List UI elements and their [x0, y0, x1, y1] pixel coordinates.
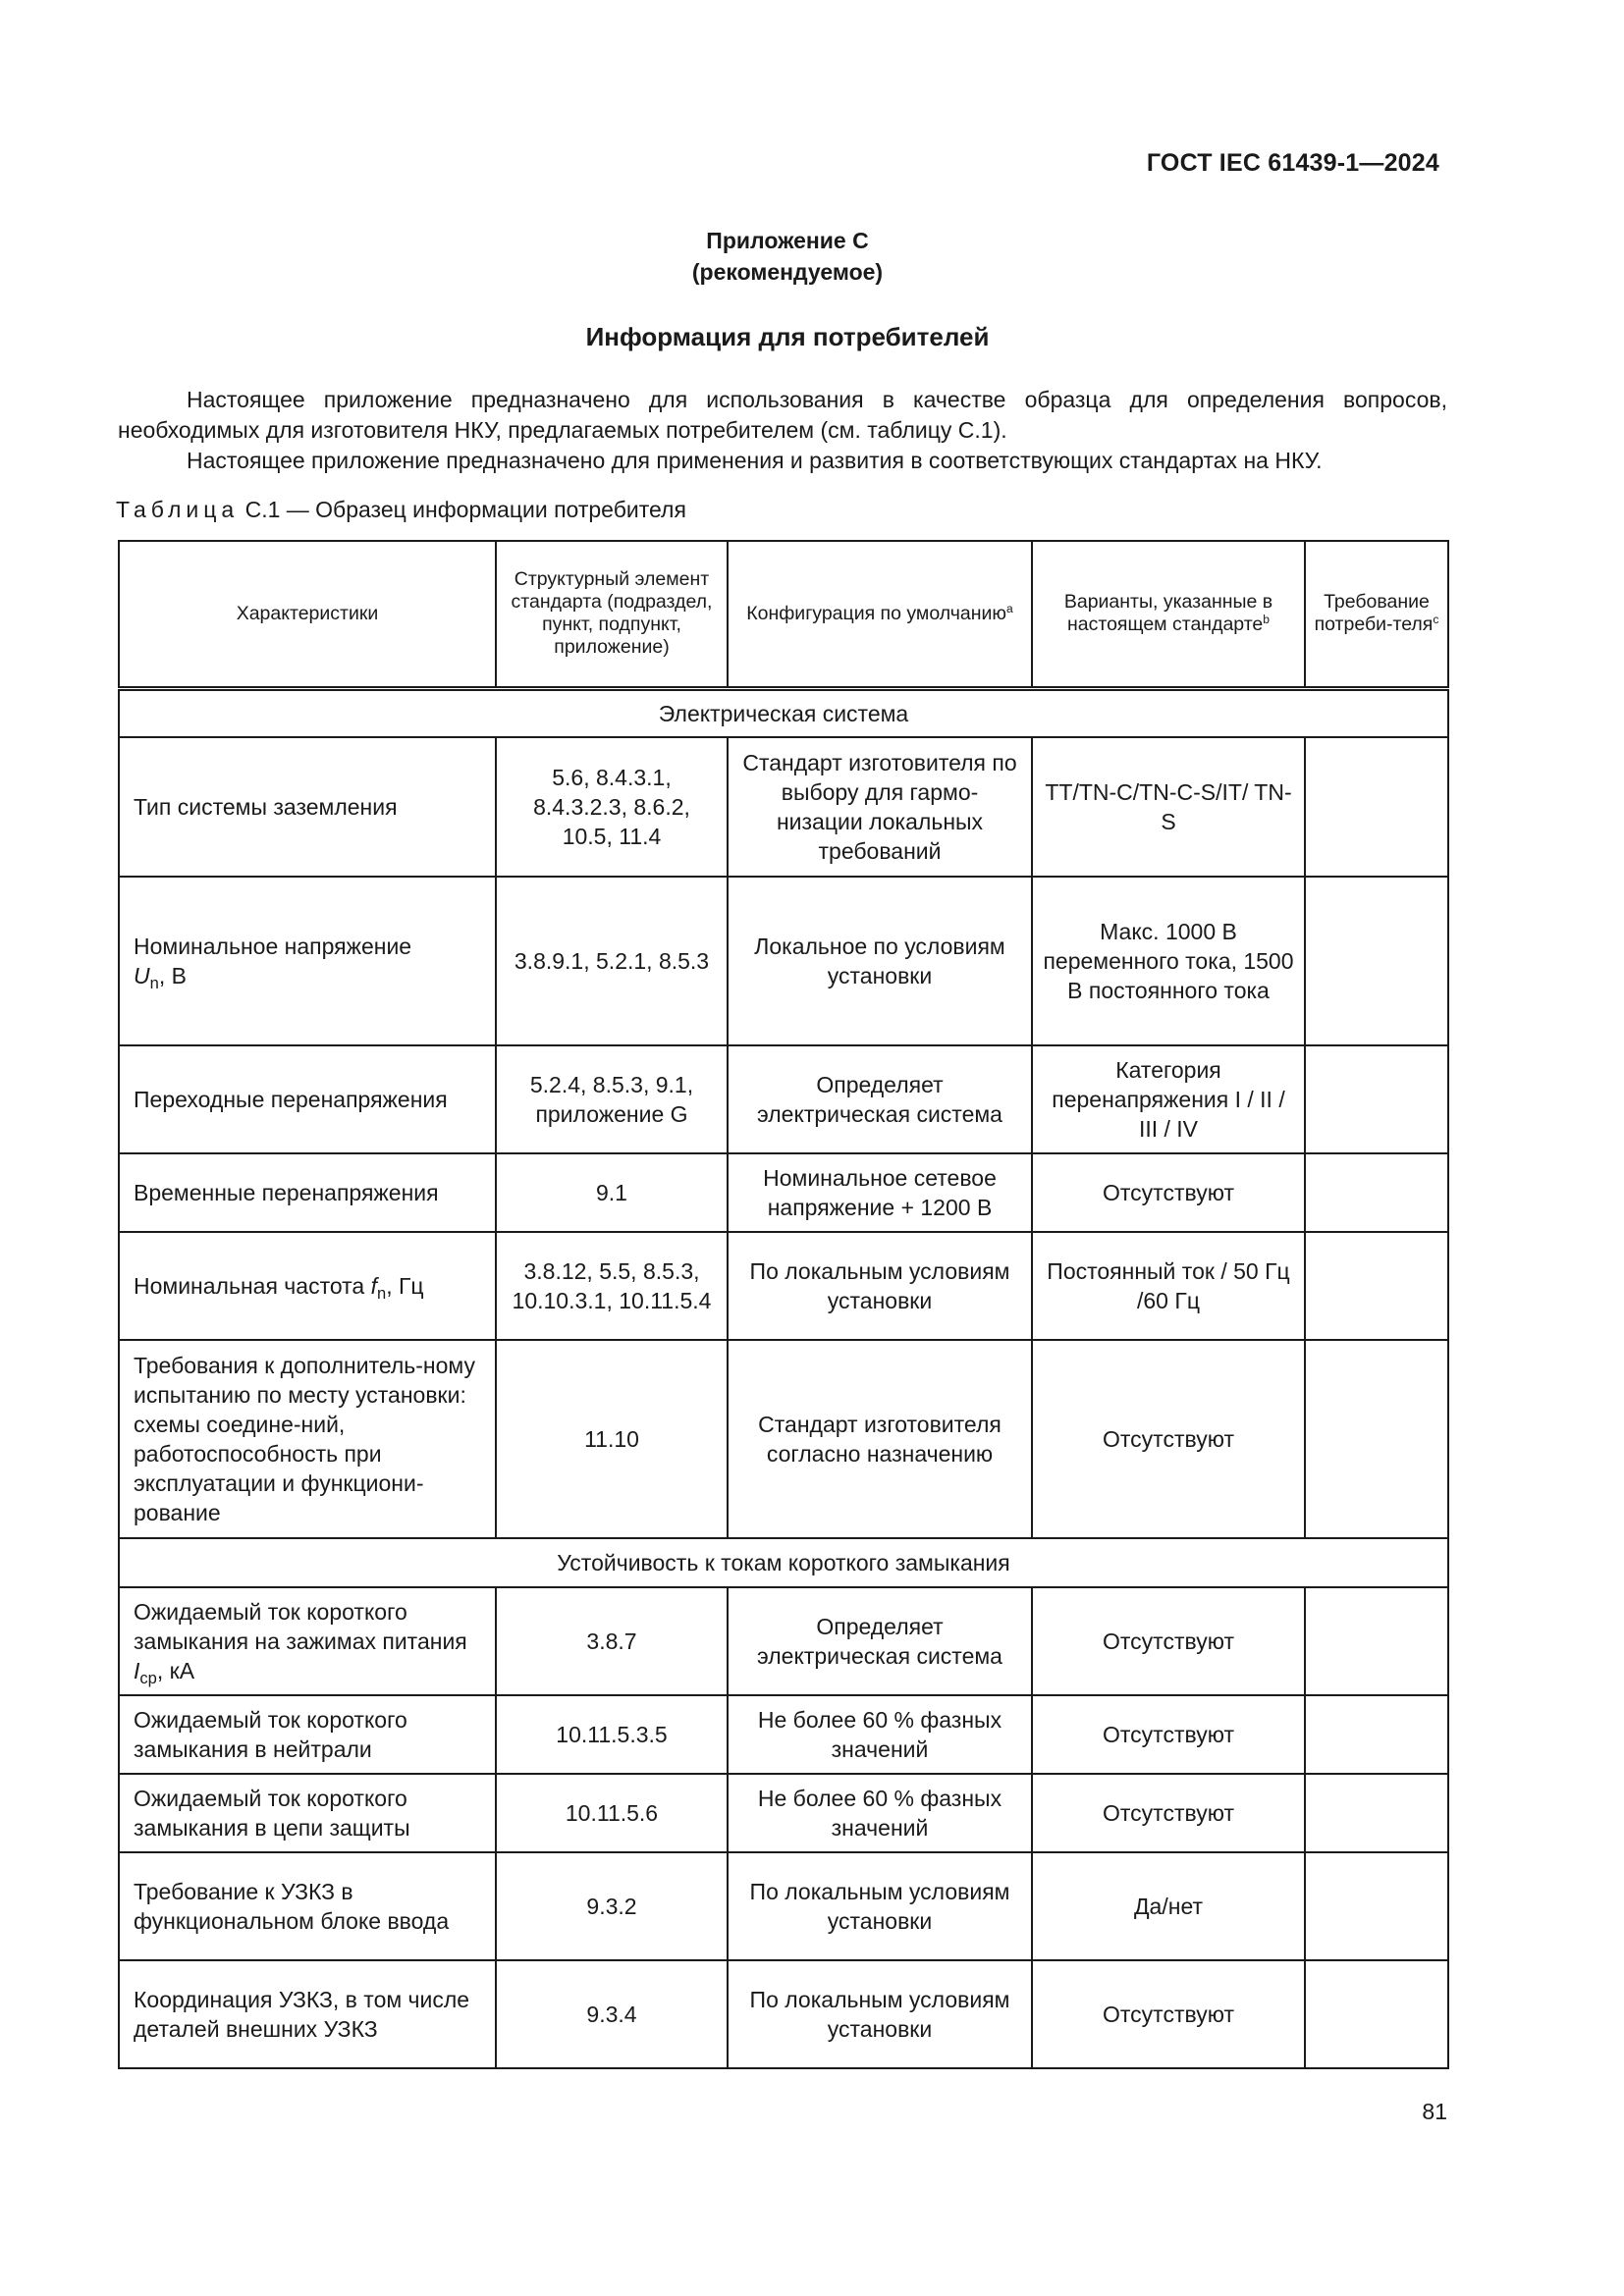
cell-default: Стандарт изготовителя согласно назначению [728, 1340, 1032, 1538]
cell-clause: 10.11.5.6 [496, 1774, 728, 1852]
cell-characteristic: Номинальная частота $f_n$, Гц [119, 1232, 496, 1340]
table-caption-text: С.1 — Образец информации потребителя [239, 497, 686, 522]
cell-requirement [1305, 877, 1448, 1045]
header-options: Варианты, указанные в настоящем стандарте$^b$ [1032, 541, 1305, 688]
cell-options: Постоянный ток / 50 Гц /60 Гц [1032, 1232, 1305, 1340]
cell-characteristic: Номинальное напряжение $U_n$, В [119, 877, 496, 1045]
table-row [119, 1232, 1448, 1340]
cell-clause: 9.3.2 [496, 1852, 728, 1960]
table-row [119, 1960, 1448, 2068]
cell-clause: 9.1 [496, 1153, 728, 1232]
section-title: Электрическая система [119, 688, 1448, 737]
cell-requirement [1305, 1232, 1448, 1340]
cell-characteristic: Тип системы заземления [119, 737, 496, 877]
cell-clause: 9.3.4 [496, 1960, 728, 2068]
cell-requirement [1305, 1340, 1448, 1538]
cell-default: По локальным условиям установки [728, 1232, 1032, 1340]
annex-kind: (рекомендуемое) [691, 259, 884, 285]
cell-options: Макс. 1000 В переменного тока, 1500 В постоянного тока [1032, 877, 1305, 1045]
cell-characteristic: Ожидаемый ток короткого замыкания в нейтрали [119, 1695, 496, 1774]
header-characteristics: Характеристики [119, 541, 496, 688]
table-row [119, 1774, 1448, 1852]
cell-options: Отсутствуют [1032, 1960, 1305, 2068]
cell-default: Номинальное сетевое напряжение + 1200 В [728, 1153, 1032, 1232]
section-title: Устойчивость к токам короткого замыкания [119, 1538, 1448, 1587]
annex-title: Приложение С [706, 228, 869, 253]
cell-default: Стандарт изготовителя по выбору для гармо-низации локальных требований [728, 737, 1032, 877]
cell-requirement [1305, 1960, 1448, 2068]
cell-options: Отсутствуют [1032, 1340, 1305, 1538]
cell-default: По локальным условиям установки [728, 1852, 1032, 1960]
cell-options: Категория перенапряжения I / II / III / IV [1032, 1045, 1305, 1153]
cell-requirement [1305, 1587, 1448, 1695]
cell-characteristic: Ожидаемый ток короткого замыкания на зажимах питания $I_{cp}$, кА [119, 1587, 496, 1695]
table-row [119, 737, 1448, 877]
cell-requirement [1305, 737, 1448, 877]
table-caption-prefix: Таблица [116, 497, 240, 522]
intro-paragraph-1: Настоящее приложение предназначено для использования в качестве образца для определения вопросов, необходимых для изготовителя НКУ, предлагаемых потребителем (см. таблицу С.1). [118, 387, 1447, 443]
header-requirement: Требование потреби-теля$^c$ [1305, 541, 1448, 688]
table-row [119, 1852, 1448, 1960]
cell-requirement [1305, 1852, 1448, 1960]
intro-paragraph-2: Настоящее приложение предназначено для применения и развития в соответствующих стандартах на НКУ. [187, 448, 1323, 473]
intro-text [118, 385, 1447, 476]
table-row [119, 877, 1448, 1045]
cell-default: По локальным условиям установки [728, 1960, 1032, 2068]
cell-options: TT/TN-C/TN-C-S/IT/ TN-S [1032, 737, 1305, 877]
cell-clause: 3.8.9.1, 5.2.1, 8.5.3 [496, 877, 728, 1045]
cell-default: Не более 60 % фазных значений [728, 1695, 1032, 1774]
cell-characteristic: Требование к УЗКЗ в функциональном блоке ввода [119, 1852, 496, 1960]
cell-requirement [1305, 1695, 1448, 1774]
cell-characteristic: Координация УЗКЗ, в том числе деталей внешних УЗКЗ [119, 1960, 496, 2068]
cell-characteristic: Переходные перенапряжения [119, 1045, 496, 1153]
cell-default: Определяет электрическая система [728, 1045, 1032, 1153]
cell-clause: 10.11.5.3.5 [496, 1695, 728, 1774]
cell-clause: 3.8.12, 5.5, 8.5.3, 10.10.3.1, 10.11.5.4 [496, 1232, 728, 1340]
cell-clause: 5.6, 8.4.3.1, 8.4.3.2.3, 8.6.2, 10.5, 11.4 [496, 737, 728, 877]
header-default: Конфигурация по умолчанию$^a$ [728, 541, 1032, 688]
cell-options: Отсутствуют [1032, 1587, 1305, 1695]
table-row [119, 1153, 1448, 1232]
table-row [119, 1045, 1448, 1153]
document-title: Информация для потребителей [585, 322, 990, 351]
cell-clause: 11.10 [496, 1340, 728, 1538]
cell-options: Отсутствуют [1032, 1695, 1305, 1774]
customer-info-table [118, 540, 1449, 2069]
cell-default: Локальное по условиям установки [728, 877, 1032, 1045]
section-row-short-circuit [119, 1538, 1448, 1587]
cell-characteristic: Требования к дополнитель-ному испытанию по месту установки: схемы соедине-ний, работоспособность при эксплуатации и функциони-рование [119, 1340, 496, 1538]
standard-id: ГОСТ IEC 61439-1—2024 [1146, 149, 1439, 177]
table-row [119, 1340, 1448, 1538]
table-row [119, 1695, 1448, 1774]
cell-options: Отсутствуют [1032, 1153, 1305, 1232]
cell-requirement [1305, 1153, 1448, 1232]
cell-requirement [1305, 1774, 1448, 1852]
cell-clause: 3.8.7 [496, 1587, 728, 1695]
table-caption [116, 497, 686, 523]
page-number: 81 [1422, 2099, 1447, 2124]
cell-clause: 5.2.4, 8.5.3, 9.1, приложение G [496, 1045, 728, 1153]
cell-characteristic: Ожидаемый ток короткого замыкания в цепи защиты [119, 1774, 496, 1852]
cell-default: Не более 60 % фазных значений [728, 1774, 1032, 1852]
cell-options: Да/нет [1032, 1852, 1305, 1960]
section-row-electrical [119, 688, 1448, 737]
table-header-row [119, 541, 1448, 688]
header-clause: Структурный элемент стандарта (подраздел, пункт, подпункт, приложение) [496, 541, 728, 688]
cell-characteristic: Временные перенапряжения [119, 1153, 496, 1232]
cell-default: Определяет электрическая система [728, 1587, 1032, 1695]
cell-options: Отсутствуют [1032, 1774, 1305, 1852]
table-row [119, 1587, 1448, 1695]
cell-requirement [1305, 1045, 1448, 1153]
